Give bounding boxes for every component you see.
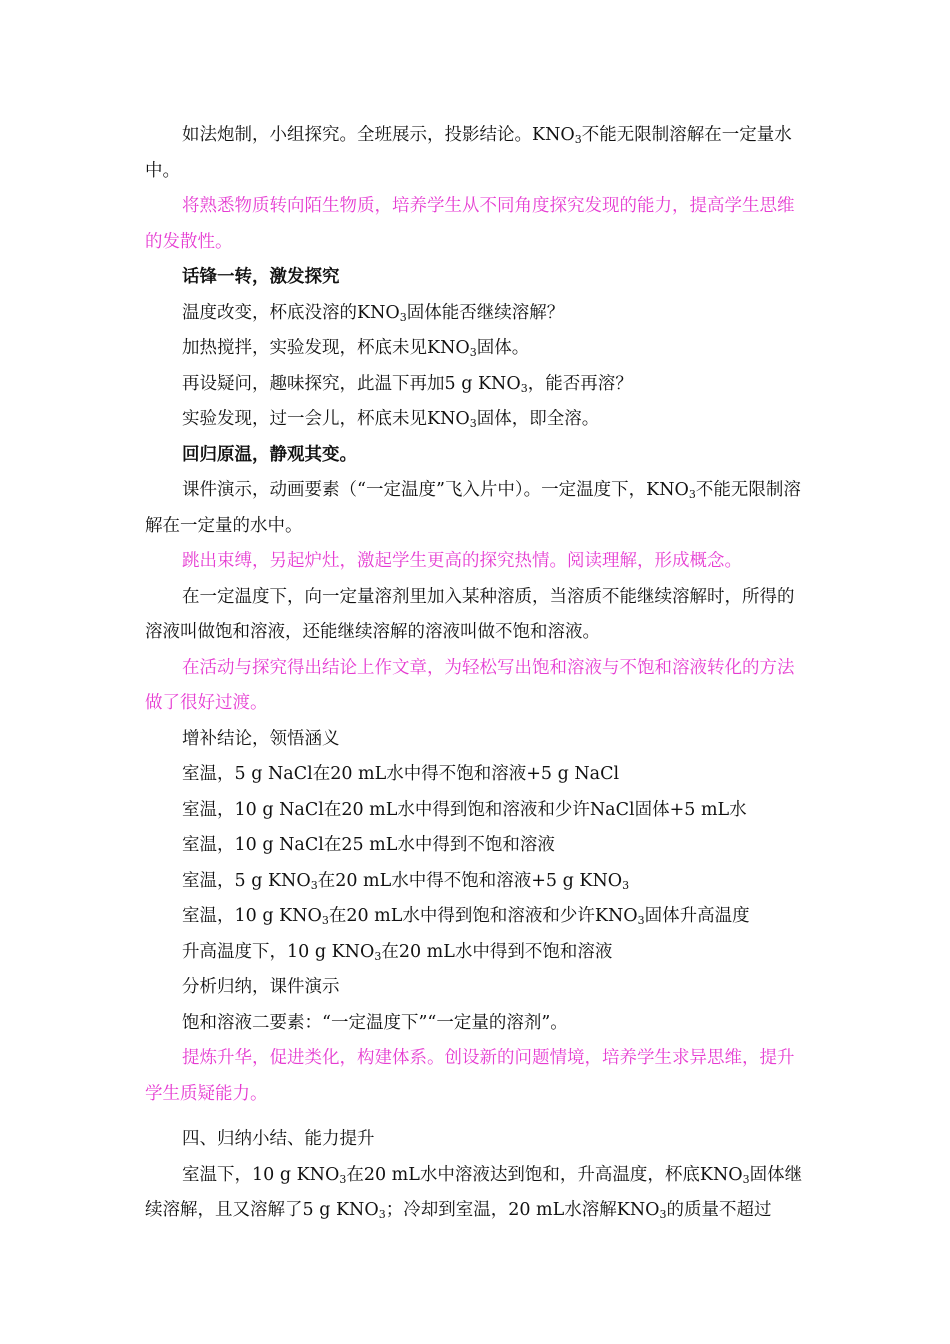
- body-paragraph: [145, 1122, 810, 1158]
- body-paragraph: [145, 331, 810, 367]
- commentary-paragraph: [145, 1041, 810, 1112]
- text-run: 在20 mL水中得到不饱和溶液: [381, 941, 613, 962]
- text-run: 固体。: [476, 338, 530, 358]
- text-run: 在20 mL水中得不饱和溶液+5 g KNO: [317, 870, 623, 891]
- text-run: 不能无限制溶解在一定量水中。: [145, 125, 792, 181]
- text-run: 课件演示，动画要素（“一定温度”飞入片中）。一定温度下，KNO: [182, 480, 689, 500]
- section-heading: [145, 438, 810, 474]
- body-paragraph: [145, 1158, 810, 1229]
- subscript: 3: [339, 1172, 347, 1186]
- text-run: 室温下，10 g KNO: [182, 1164, 340, 1185]
- text-run: 在20 mL水中溶液达到饱和，升高温度，杯底KNO: [346, 1164, 743, 1185]
- body-paragraph: [145, 118, 810, 189]
- subscript: 3: [659, 1208, 667, 1221]
- subscript: 3: [310, 878, 318, 892]
- body-paragraph: [145, 367, 810, 403]
- text-run: 室温，5 g NaCl在20 mL水中得不饱和溶液+5 g NaCl: [182, 764, 620, 784]
- document-body: [145, 118, 810, 1229]
- text-run: 将熟悉物质转向陌生物质，培养学生从不同角度探究发现的能力，提高学生思维的发散性。: [145, 196, 795, 252]
- body-paragraph: [145, 580, 810, 651]
- text-run: 温度改变，杯底没溶的KNO: [182, 302, 400, 323]
- text-run: 固体继续溶解，且又溶解了5 g KNO: [145, 1164, 803, 1220]
- body-paragraph: [145, 828, 810, 864]
- body-paragraph: [145, 757, 810, 793]
- subscript: 3: [321, 914, 329, 927]
- text-run: 在20 mL水中得到饱和溶液和少许KNO: [328, 906, 638, 926]
- body-paragraph: [145, 864, 810, 900]
- text-run: 在活动与探究得出结论上作文章，为轻松写出饱和溶液与不饱和溶液转化的方法做了很好过渡。: [145, 657, 795, 713]
- body-paragraph: [145, 296, 810, 332]
- text-run: ，能否再溶？: [527, 373, 633, 394]
- text-run: 室温，10 g KNO: [182, 906, 322, 926]
- text-run: 固体，即全溶。: [476, 409, 600, 429]
- text-run: 再设疑问，趣味探究，此温下再加5 g KNO: [182, 373, 521, 394]
- subscript: 3: [399, 310, 407, 324]
- body-paragraph: [145, 793, 810, 829]
- text-run: 升高温度下，10 g KNO: [182, 941, 375, 962]
- paragraph-gap: [145, 1112, 810, 1122]
- text-run: 固体升高温度: [644, 906, 750, 926]
- text-run: 回归原温，静观其变。: [182, 444, 357, 465]
- text-run: 不能无限制溶解在一定量的水中。: [145, 480, 801, 536]
- text-run: 话锋一转，激发探究: [182, 267, 340, 287]
- subscript: 3: [622, 878, 630, 892]
- text-run: 四、归纳小结、能力提升: [182, 1129, 375, 1149]
- subscript: 3: [637, 914, 645, 927]
- subscript: 3: [378, 1208, 386, 1221]
- text-run: 固体能否继续溶解？: [406, 302, 565, 323]
- subscript: 3: [688, 488, 696, 501]
- commentary-paragraph: [145, 189, 810, 260]
- body-paragraph: [145, 935, 810, 971]
- body-paragraph: [145, 722, 810, 758]
- text-run: 室温，5 g KNO: [182, 870, 311, 891]
- text-run: 室温，10 g NaCl在25 mL水中得到不饱和溶液: [182, 835, 555, 855]
- text-run: 增补结论，领悟涵义: [182, 728, 340, 749]
- text-run: 饱和溶液二要素：“一定温度下”“一定量的溶剂”。: [182, 1012, 568, 1033]
- body-paragraph: [145, 402, 810, 438]
- subscript: 3: [469, 417, 477, 430]
- text-run: 在一定温度下，向一定量溶剂里加入某种溶质，当溶质不能继续溶解时，所得的溶液叫做饱和溶液，还能继续溶解的溶液叫做不饱和溶液。: [145, 586, 795, 642]
- subscript: 3: [574, 133, 582, 146]
- body-paragraph: [145, 970, 810, 1006]
- text-run: ；冷却到室温，20 mL水溶解KNO: [385, 1200, 660, 1220]
- commentary-paragraph: [145, 651, 810, 722]
- subscript: 3: [742, 1172, 750, 1186]
- text-run: 的质量不超过: [666, 1200, 772, 1220]
- text-run: 跳出束缚，另起炉灶，激起学生更高的探究热情。阅读理解，形成概念。: [182, 551, 742, 571]
- text-run: 分析归纳，课件演示: [182, 977, 340, 997]
- subscript: 3: [374, 949, 382, 963]
- text-run: 室温，10 g NaCl在20 mL水中得到饱和溶液和少许NaCl固体+5 mL水: [182, 799, 747, 820]
- subscript: 3: [469, 346, 477, 359]
- text-run: 提炼升华，促进类化，构建体系。创设新的问题情境，培养学生求异思维，提升学生质疑能力。: [145, 1048, 795, 1104]
- text-run: 实验发现，过一会儿，杯底未见KNO: [182, 409, 470, 429]
- body-paragraph: [145, 899, 810, 935]
- body-paragraph: [145, 473, 810, 544]
- text-run: 如法炮制，小组探究。全班展示，投影结论。KNO: [182, 125, 575, 145]
- section-heading: [145, 260, 810, 296]
- subscript: 3: [520, 381, 528, 395]
- body-paragraph: [145, 1006, 810, 1042]
- commentary-paragraph: [145, 544, 810, 580]
- text-run: 加热搅拌，实验发现，杯底未见KNO: [182, 338, 470, 358]
